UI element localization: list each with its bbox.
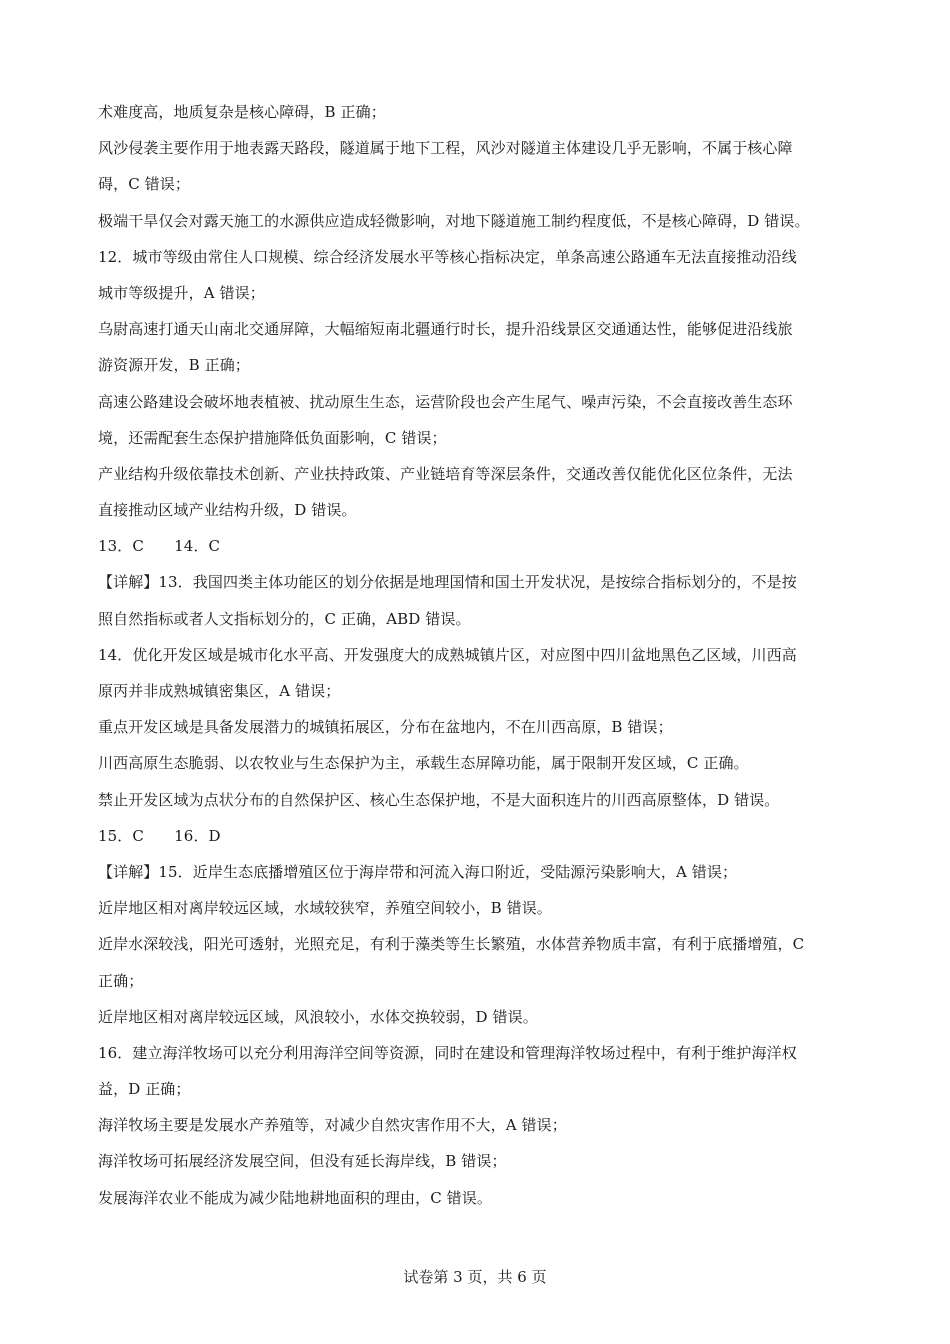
text-line: 近岸地区相对离岸较远区域，风浪较小，水体交换较弱，D 错误。 (98, 1007, 538, 1026)
text-line: 照自然指标或者人文指标划分的，C 正确，ABD 错误。 (98, 609, 471, 628)
text-line: 境，还需配套生态保护措施降低负面影响，C 错误； (98, 428, 447, 447)
text-line: 乌尉高速打通天山南北交通屏障，大幅缩短南北疆通行时长，提升沿线景区交通通达性，能够促进沿线旅 (98, 320, 793, 339)
text-line: 术难度高，地质复杂是核心障碍，B 正确； (98, 103, 386, 121)
answer-key-line: 15．C 16．D (98, 826, 221, 845)
text-line: 城市等级提升，A 错误； (98, 283, 265, 302)
text-line: 极端干旱仅会对露天施工的水源供应造成轻微影响，对地下隧道施工制约程度低，不是核心障碍，D 错误。 (98, 211, 810, 230)
text-line: 益，D 正确； (98, 1080, 191, 1099)
text-line: 海洋牧场可拓展经济发展空间，但没有延长海岸线，B 错误； (98, 1152, 507, 1171)
text-line: 【详解】13．我国四类主体功能区的划分依据是地理国情和国土开发状况，是按综合指标划分的，不是按 (98, 573, 797, 592)
text-line: 碍，C 错误； (98, 175, 190, 194)
text-line: 高速公路建设会破坏地表植被、扰动原生生态，运营阶段也会产生尾气、噪声污染，不会直接改善生态环 (98, 392, 793, 411)
text-line: 禁止开发区域为点状分布的自然保护区、核心生态保护地，不是大面积连片的川西高原整体，D 错误。 (98, 790, 780, 809)
text-line: 风沙侵袭主要作用于地表露天路段，隧道属于地下工程，风沙对隧道主体建设几乎无影响，不属于核心障 (98, 139, 793, 158)
text-line: 川西高原生态脆弱、以农牧业与生态保护为主，承载生态屏障功能，属于限制开发区域，C 正确。 (98, 754, 749, 773)
text-line: 游资源开发，B 正确； (98, 356, 250, 375)
text-line: 直接推动区域产业结构升级，D 错误。 (98, 501, 357, 520)
text-line: 近岸水深较浅，阳光可透射，光照充足，有利于藻类等生长繁殖，水体营养物质丰富，有利于底播增殖，C (98, 935, 805, 954)
text-line: 产业结构升级依靠技术创新、产业扶持政策、产业链培育等深层条件，交通改善仅能优化区位条件，无法 (98, 464, 793, 483)
text-line: 海洋牧场主要是发展水产养殖等，对减少自然灾害作用不大，A 错误； (98, 1116, 567, 1135)
text-line: 12．城市等级由常住人口规模、综合经济发展水平等核心指标决定，单条高速公路通车无法直接推动沿线 (98, 247, 797, 266)
text-line: 原丙并非成熟城镇密集区，A 错误； (98, 682, 341, 700)
text-line: 14．优化开发区域是城市化水平高、开发强度大的成熟城镇片区，对应图中四川盆地黑色乙区域，川西高 (98, 645, 797, 664)
text-line: 正确； (98, 971, 144, 990)
answer-explanation-body (98, 94, 858, 1216)
text-line: 重点开发区域是具备发展潜力的城镇拓展区，分布在盆地内，不在川西高原，B 错误； (98, 718, 673, 737)
text-line: 【详解】15．近岸生态底播增殖区位于海岸带和河流入海口附近，受陆源污染影响大，A 错误； (98, 862, 738, 881)
text-line: 16．建立海洋牧场可以充分利用海洋空间等资源，同时在建设和管理海洋牧场过程中，有利于维护海洋权 (98, 1043, 797, 1062)
answer-key-line: 13．C 14．C (98, 537, 221, 556)
text-line: 发展海洋农业不能成为减少陆地耕地面积的理由，C 错误。 (98, 1188, 492, 1207)
page-footer: 试卷第 3 页，共 6 页 (403, 1268, 547, 1286)
text-line: 近岸地区相对离岸较远区域，水域较狭窄，养殖空间较小，B 错误。 (98, 899, 552, 918)
